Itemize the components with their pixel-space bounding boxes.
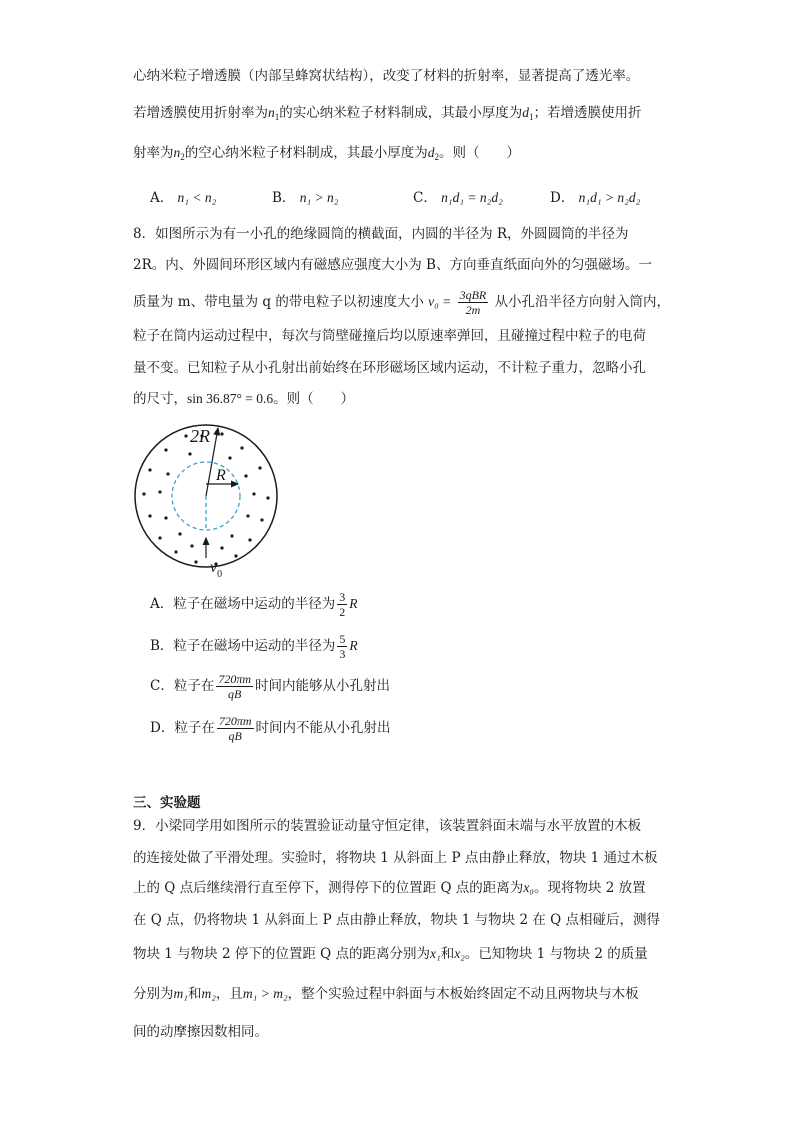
q8-option-d[interactable] (150, 714, 391, 743)
q9-line5 (133, 944, 648, 964)
q8-line6 (133, 389, 354, 409)
q9-line4: 在 Q 点，仍将物块 1 从斜面上 P 点由静止释放，物块 1 与物块 2 在 Q 点相碰后，测得 (133, 912, 660, 928)
q9-m1: m₁ (173, 986, 188, 1001)
q8-line2: 2R。内、外圆间环形区域内有磁感应强度大小为 B、方向垂直纸面向外的匀强磁场。一 (133, 257, 652, 273)
q9-m2: m₂ (201, 986, 216, 1001)
q7-line3-text-b: 的空心纳米粒子材料制成，其最小厚度为 (184, 145, 428, 161)
q8-option-c-label: C．粒子在 (150, 678, 215, 694)
q9-x0: x₀ (523, 880, 534, 895)
q7-option-b-math: n₁ > n₂ (299, 190, 339, 205)
section-title: 三、实验题 (133, 795, 201, 811)
q9-line3-text-a: 上的 Q 点后继续滑行直至停下，测得停下的位置距 Q 点的距离为 (133, 880, 524, 896)
q8-line1: 8．如图所示为有一小孔的绝缘圆筒的横截面，内圆的半径为 R，外圆圆筒的半径为 (133, 226, 629, 242)
q8-option-b-unit: R (349, 638, 358, 653)
q7-n1: $n_1$ (268, 105, 280, 122)
q7-line3 (133, 143, 520, 167)
q8-option-b-fraction: $\frac{5}{3}$ (339, 632, 346, 661)
q8-option-c[interactable] (150, 672, 390, 701)
q8-option-c-fraction: $\frac{720\pi m}{qB}$ (218, 672, 252, 701)
q7-option-c[interactable] (413, 186, 503, 206)
q7-line2-text-b: 的实心纳米粒子材料制成，其最小厚度为 (279, 105, 523, 121)
q7-option-d-math: n₁d₁ > n₂d₂ (578, 190, 641, 205)
q7-option-d[interactable] (550, 186, 640, 206)
q7-option-a[interactable] (150, 186, 216, 206)
q8-option-a-label: A．粒子在磁场中运动的半径为 (150, 596, 336, 612)
q7-d2: $d_2$ (427, 145, 439, 162)
q8-option-a-unit: R (349, 596, 358, 611)
q8-option-c-tail: 时间内能够从小孔射出 (255, 678, 391, 694)
q7-option-a-math: n₁ < n₂ (177, 190, 217, 205)
q9-line6-text-b: ，且 (215, 986, 243, 1002)
q7-option-b-label: B． (272, 190, 296, 206)
q7-line3-text-c: 。则（ ） (439, 145, 520, 161)
q8-option-a-fraction: $\frac{3}{2}$ (339, 590, 346, 619)
q8-v0-fraction: $\frac{\text{3qBR}}{2m}$ (459, 288, 487, 317)
q9-line6-text-c: ，整个实验过程中斜面与木板始终固定不动且两物块与木板 (287, 986, 639, 1002)
q8-sin-value: sin 36.87° = 0.6 (187, 391, 274, 406)
q9-x1: x₁ (430, 946, 441, 961)
q7-option-d-label: D． (550, 190, 575, 206)
q7-option-a-label: A． (150, 190, 174, 206)
q8-figure (130, 418, 290, 590)
q9-line1: 9．小梁同学用如图所示的装置验证动量守恒定律，该装置斜面末端与水平放置的木板 (133, 818, 642, 834)
q7-line1: 心纳米粒子增透膜（内部呈蜂窝状结构），改变了材料的折射率，显著提高了透光率。 (133, 68, 640, 84)
q8-line4: 粒子在筒内运动过程中，每次与筒壁碰撞后均以原速率弹回，且碰撞过程中粒子的电荷 (133, 328, 646, 344)
q8-option-d-tail: 时间内不能从小孔射出 (255, 720, 391, 736)
v0-label: $v_0$ (210, 559, 223, 580)
inner-radius-label: R (216, 467, 226, 484)
q9-mass-inequality: m₁ > m₂ (242, 986, 288, 1001)
q9-line6 (133, 984, 639, 1004)
q8-option-d-label: D．粒子在 (150, 720, 215, 736)
q9-line7: 间的动摩擦因数相同。 (133, 1024, 268, 1040)
q9-line2: 的连接处做了平滑处理。实验时，将物块 1 从斜面上 P 点由静止释放，物块 1 通过木板 (133, 850, 658, 866)
q9-line5-text-a: 物块 1 与物块 2 停下的位置距 Q 点的距离分别为 (133, 946, 430, 962)
outer-radius-label: 2R (190, 426, 210, 446)
q9-x2: x₂ (454, 946, 465, 961)
q8-option-a[interactable] (150, 590, 358, 619)
q9-line3 (133, 878, 646, 898)
q8-line5: 量不变。已知粒子从小孔射出前始终在环形磁场区域内运动，不计粒子重力，忽略小孔 (133, 360, 646, 376)
q7-line2 (133, 103, 642, 127)
q7-option-c-math: n₁d₁ = n₂d₂ (441, 190, 503, 205)
q9-and-2: 和 (187, 986, 202, 1002)
q7-option-c-label: C． (413, 190, 437, 206)
q8-line6-text-b: 。则（ ） (273, 391, 355, 407)
q8-line6-text-a: 的尺寸， (133, 391, 187, 407)
q7-line2-text-a: 若增透膜使用折射率为 (133, 105, 268, 121)
q7-option-b[interactable] (272, 186, 338, 206)
q7-line2-text-c: ；若增透膜使用折 (533, 105, 642, 121)
q7-n2: $n_2$ (173, 145, 185, 162)
q8-option-d-fraction: $\frac{720\pi m}{qB}$ (218, 714, 252, 743)
q7-d1: $d_1$ (522, 105, 534, 122)
q9-line3-text-b: 。现将物块 2 放置 (534, 880, 646, 896)
q8-option-b-label: B．粒子在磁场中运动的半径为 (150, 638, 336, 654)
q8-line3 (133, 288, 670, 317)
q8-option-b[interactable] (150, 632, 358, 661)
q9-and-1: 和 (440, 946, 455, 962)
q9-line6-text-a: 分别为 (133, 986, 174, 1002)
q8-v0: v₀ = (428, 294, 452, 309)
q9-line5-text-b: 。已知物块 1 与物块 2 的质量 (464, 946, 648, 962)
q7-line3-text-a: 射率为 (133, 145, 174, 161)
q8-line3-text-a: 质量为 m、带电量为 q 的带电粒子以初速度大小 (133, 294, 424, 310)
q8-line3-text-b: 从小孔沿半径方向射入筒内， (494, 294, 671, 310)
